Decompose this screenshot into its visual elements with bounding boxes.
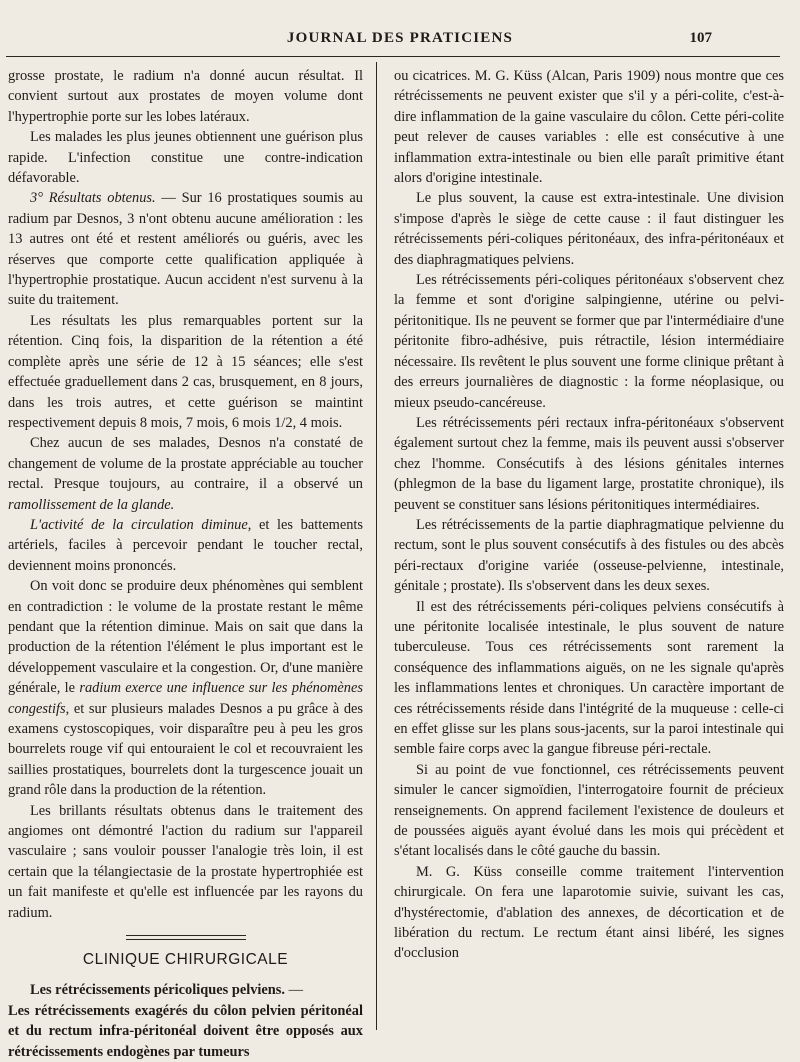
paragraph: ou cicatrices. M. G. Küss (Alcan, Paris 1909) nous montre que ces rétrécissements ne peuvent exister que s'il y a péri-colite, c'est-à-dire inflammation de la gaine vasculaire du côlon. Cette péri-colite peut relever de causes variables : elle est consécutive à une inflammation extra-intestinale ou bien elle paraît primitive étant alors d'origine intestinale.: [394, 68, 784, 187]
paragraph: Les brillants résultats obtenus dans le traitement des angiomes ont démontré l'action du radium sur l'appareil vasculaire ; sans vouloir pousser l'analogie très loin, il est certain que la télangiectasie de la prostate hypertrophiée est un fait manifeste et qu'elle est influencée par les rayons du radium.: [8, 802, 363, 921]
italic-run: radium exerce une influence sur les phénomènes congestifs: [8, 680, 363, 717]
paragraph: Il est des rétrécissements péri-coliques pelviens consécutifs à une péritonite localisée intestinale, le plus souvent de nature tuberculeuse. Tous ces rétrécissements sont rarement la conséquence des inflammations aiguës, on ne les signale qu'après les inflammations lentes et chroniques. Un caractère important de ces rétrécissements réside dans l'intégrité de la muqueuse : celle-ci en effet glisse sur les plans sous-jacents, sur la paroi intestinale qui semble faire corps avec la gangue fibreuse péri-rectale.: [394, 598, 784, 758]
paragraph: Le plus souvent, la cause est extra-intestinale. Une division s'impose d'après le siège de cette cause : il faut distinguer les rétrécissements péri-coliques péritonéaux, des infra-péritonéaux et des diaphragmatiques pelviens.: [394, 190, 784, 268]
header-rule: [6, 56, 780, 57]
text-run: , et sur plusieurs malades Desnos a pu grâce à des examens cystoscopiques, voir disparaître peu à peu les gros bourrelets rouge vif qui entouraient le col et recouvraient les saillies prostatiques, bourrelets dont la turgescence jouait un grand rôle dans la production de la rétention.: [8, 700, 363, 799]
paragraph: Les rétrécissements péri rectaux infra-péritonéaux s'observent également surtout chez la femme, mais ils peuvent aussi s'observer chez l'homme. Consécutifs à des lésions génitales internes (phlegmon de la base du ligament large, prostatite chronique), ils peuvent se constituer sans lésions péritonitiques intermédiaires.: [394, 414, 784, 513]
text-run: —: [284, 982, 303, 999]
section-title: CLINIQUE CHIRURGICALE: [82, 951, 289, 969]
paragraph: [8, 433, 363, 515]
paragraph: Les malades les plus jeunes obtiennent une guérison plus rapide. L'infection constitue une contre-indication défavorable.: [8, 129, 363, 187]
paragraph: Les rétrécissements péri-coliques péritonéaux s'observent chez la femme et sont d'origine salpingienne, utérine ou pelvi-péritonitique. Ils ne peuvent se former que par l'intermédiaire d'une péritonite fibro-adhésive, puis rétractile, lésion intermédiaire nécessaire. Ils revêtent le plus souvent une forme clinique prêtant à des erreurs journalières de diagnostic : la forme néoplasique, ou mieux pseudo-cancéreuse.: [394, 272, 784, 411]
journal-title: JOURNAL DES PRATICIENS: [286, 30, 514, 46]
paragraph: [8, 980, 363, 1000]
italic-run: L'activité de la circulation diminue: [30, 516, 248, 533]
right-column: [394, 66, 784, 1026]
text-run: , et les battements artériels, faciles à percevoir pendant le toucher rectal, deviennent moins prononcés.: [8, 516, 364, 574]
section-rule: [126, 935, 246, 940]
text-run: On voit donc se produire deux phénomènes qui semblent en contradiction : le volume de la prostate restant le même pendant que la rétention diminue. Mais on sait que dans la production de la rétention l'élément le plus important est le développement vasculaire et la congestion. Or, d'une manière générale, le: [8, 578, 363, 697]
paragraph: Les rétrécissements de la partie diaphragmatique pelvienne du rectum, sont le plus souvent consécutifs à des fistules ou des abcès péri-rectaux d'origine variée (osseuse-pelvienne, intestinale, génitale ; prostate). Ils s'observent dans les deux sexes.: [394, 516, 784, 595]
paragraph: Si au point de vue fonctionnel, ces rétrécissements peuvent simuler le cancer sigmoïdien, l'interrogatoire fournit de précieux renseignements. On apprend facilement l'existence de douleurs et de poussées aiguës ayant évolué dans les mois qui précèdent et s'étant localisés dans le côté gauche du bassin.: [394, 761, 784, 860]
paragraph: Les rétrécissements exagérés du côlon pelvien péritonéal et du rectum infra-péritonéal doivent être opposés aux rétrécissements endogènes par tumeurs: [8, 1002, 363, 1060]
paragraph: [8, 188, 363, 310]
page-number: 107: [689, 30, 712, 46]
paragraph: M. G. Küss conseille comme traitement l'intervention chirurgicale. On fera une laparotomie suivie, suivant les cas, d'hystérectomie, d'ablation des annexes, de décortication et de libération du rectum. Le rectum étant ainsi libéré, les signes d'occlusion: [394, 863, 784, 962]
article-subhead: Les rétrécissements péricoliques pelviens.: [30, 982, 285, 999]
running-header: [0, 30, 800, 54]
paragraph: [8, 576, 363, 800]
results-text: — Sur 16 prostatiques soumis au radium par Desnos, 3 n'ont obtenu aucune amélioration : les 13 autres ont été et restent améliorés ou guéris, avec les réserves que comporte cette qualification appliquée à l'hypertrophie prostatique. Aucun accident n'est survenu à la suite du traitement.: [8, 190, 363, 309]
paragraph: grosse prostate, le radium n'a donné aucun résultat. Il convient surtout aux prostates de moyen volume dont l'hypertrophie porte sur les lobes latéraux.: [8, 68, 363, 125]
results-label: 3° Résultats obtenus.: [30, 190, 156, 207]
text-run: Chez aucun de ses malades, Desnos n'a constaté de changement de volume de la prostate appréciable au toucher rectal. Presque toujours, au contraire, il a observé un: [8, 435, 363, 493]
column-divider: [376, 62, 377, 1030]
paragraph: [8, 515, 363, 576]
italic-run: ramollissement de la glande.: [8, 496, 175, 513]
paragraph: Les résultats les plus remarquables portent sur la rétention. Cinq fois, la disparition de la rétention a été complète après une série de 12 à 15 séances; elle s'est effectuée graduellement dans 2 cas, brusquement, en 8 jours, dans les trois autres, et cette guérison se maintint respectivement depuis 8 mois, 7 mois, 6 mois 1/2, 4 mois.: [8, 312, 363, 431]
left-column: [8, 66, 364, 1060]
